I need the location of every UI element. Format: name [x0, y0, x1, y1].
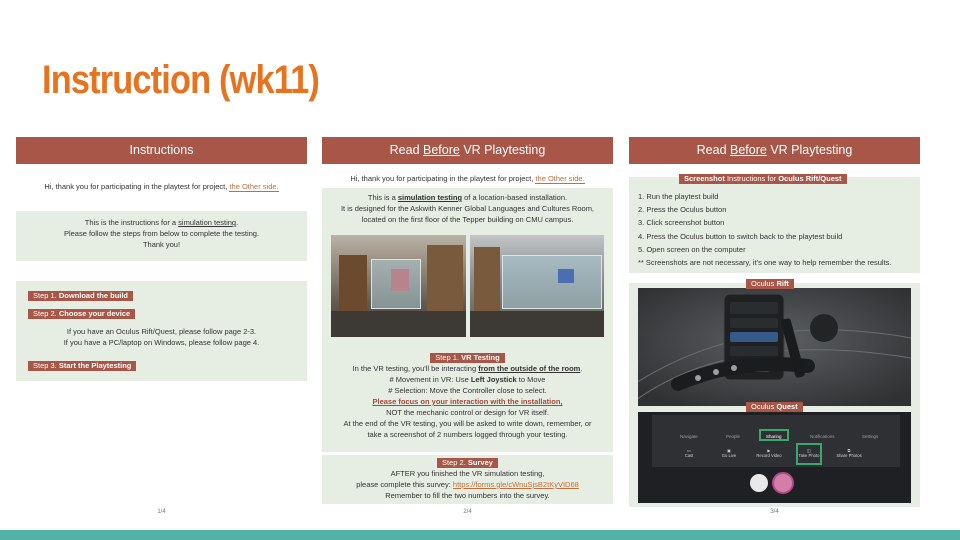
intro-line-2: It is designed for the Askwith Kenner Global Languages and Cultures Room,	[340, 204, 595, 213]
survey-line-1: AFTER you finished the VR simulation testing,	[390, 469, 545, 478]
header-suffix: VR Playtesting	[766, 143, 853, 157]
list-item: 1. Run the playtest build	[638, 192, 719, 201]
vr-line-1	[322, 363, 613, 374]
step-2-label: Choose your device	[58, 309, 131, 318]
vr-line-1-emphasis: from the outside of the room	[478, 364, 581, 373]
sharing-highlight	[759, 429, 789, 441]
greeting-text	[322, 173, 613, 184]
cast-icon: ▭	[687, 448, 691, 453]
greeting-text	[16, 181, 307, 192]
screenshot-tag	[679, 174, 847, 184]
tag-emphasis-1: Screenshot	[684, 174, 725, 183]
quest-prefix: Oculus	[751, 402, 777, 411]
header-prefix: Read	[389, 143, 424, 157]
quest-menu	[652, 415, 900, 467]
step-1-tag	[28, 291, 133, 301]
instructions-panel-1	[16, 137, 307, 515]
vr-line-1-suffix: .	[580, 364, 583, 373]
tag-middle: Instructions for	[724, 174, 779, 183]
step-2-prefix: Step 2.	[33, 309, 59, 318]
survey-box	[322, 455, 613, 504]
vr-line-5: NOT the mechanic control or design for VR itself.	[386, 408, 549, 417]
quest-button-label: Go Live	[721, 453, 737, 458]
step-2-prefix: Step 2.	[442, 458, 468, 467]
vr-line-7: take a screenshot of 2 numbers logged through your testing.	[367, 430, 568, 439]
step-2-line-2: If you have a PC/laptop on Windows, please follow page 4.	[63, 338, 260, 347]
step-2-tag	[28, 309, 135, 319]
vr-line-2-emphasis: Left Joystick	[470, 375, 517, 384]
intro-line-3: Thank you!	[142, 240, 181, 249]
room-photos	[331, 235, 604, 337]
step-1-prefix: Step 1.	[33, 291, 59, 300]
list-item: 3. Click screenshot button	[638, 218, 725, 228]
list-item: 5. Open screen on the computer	[638, 244, 746, 254]
camera-icon: ◫	[807, 448, 811, 453]
vr-line-6: At the end of the VR testing, you will be asked to write down, remember, or	[343, 419, 592, 428]
tag-emphasis-2: Oculus Rift/Quest	[778, 174, 842, 183]
project-name: the Other side.	[229, 182, 279, 191]
intro-emphasis: simulation testing	[397, 193, 463, 202]
step-1-label: VR Testing	[461, 353, 500, 362]
quest-button-label: Take Photo	[798, 453, 820, 458]
quest-tab-navigate[interactable]: Navigate	[680, 434, 698, 439]
rift-scene	[638, 288, 911, 406]
intro-prefix: This is the instructions for a	[84, 218, 179, 227]
oculus-rift-screenshot	[638, 288, 911, 406]
photos-icon: ⧉	[847, 448, 851, 453]
quest-tab-sharing[interactable]: Sharing	[766, 434, 782, 439]
room-photo-left	[331, 235, 466, 337]
step-3-prefix: Step 3.	[33, 361, 59, 370]
quest-button-cast[interactable]	[674, 448, 704, 458]
greeting-prefix: Hi, thank you for participating in the playtest for project,	[350, 174, 536, 183]
vr-testing-box	[322, 349, 613, 452]
screenshot-note: ** Screenshots are not necessary, it's one way to help remember the results.	[638, 258, 892, 268]
panel-header	[322, 137, 613, 164]
take-photo-highlight	[796, 443, 822, 465]
greeting-prefix: Hi, thank you for participating in the playtest for project,	[44, 182, 230, 191]
room-photo-right	[470, 235, 605, 337]
header-emphasis: Before	[423, 143, 460, 157]
quest-button-record-video[interactable]	[754, 448, 784, 458]
step-2-label: Survey	[467, 458, 493, 467]
screenshot-instructions-box	[629, 174, 920, 273]
survey-line-2	[322, 479, 613, 490]
vr-line-2	[322, 374, 613, 385]
screenshot-steps-list	[638, 190, 892, 269]
video-icon: ▶	[767, 448, 771, 453]
vr-line-3: # Selection: Move the Controller close to select.	[388, 386, 547, 395]
survey-line-2-prefix: please complete this survey:	[356, 480, 453, 489]
intro-line-2: Please follow the steps from below to complete the testing.	[63, 229, 260, 238]
vr-line-2-prefix: # Movement in VR: Use	[389, 375, 471, 384]
intro-line-1	[322, 192, 613, 203]
quest-button-share-photos[interactable]	[834, 448, 864, 458]
intro-suffix: of a location-based installation.	[462, 193, 568, 202]
oculus-quest-tag	[746, 402, 803, 412]
header-prefix: Read	[696, 143, 731, 157]
survey-line-3: Remember to fill the two numbers into the survey.	[385, 491, 550, 500]
project-name: the Other side.	[535, 174, 585, 183]
quest-button-go-live[interactable]	[714, 448, 744, 458]
step-2-tag	[437, 458, 498, 468]
step-1-tag	[430, 353, 504, 363]
page-number: 2/4	[463, 509, 472, 515]
rift-emphasis: Rift	[776, 279, 789, 288]
panel-header: Instructions	[16, 137, 307, 164]
steps-box	[16, 281, 307, 381]
quest-tab-people[interactable]: People	[726, 434, 741, 439]
instructions-panel-3	[629, 137, 920, 515]
quest-button-label: Record Video	[756, 453, 782, 458]
intro-box	[16, 211, 307, 261]
quest-button-label: Share Photos	[836, 453, 862, 458]
avatar[interactable]	[772, 472, 794, 494]
vr-focus-line: Please focus on your interaction with the installation,	[372, 397, 563, 406]
page-number: 3/4	[770, 509, 779, 515]
oculus-rift-section	[629, 279, 920, 411]
vr-line-1-prefix: In the VR testing, you'll be interacting	[352, 364, 479, 373]
header-suffix: VR Playtesting	[459, 143, 546, 157]
broadcast-icon: ▣	[727, 448, 731, 453]
quest-emphasis: Quest	[776, 402, 798, 411]
oculus-quest-section	[629, 402, 920, 507]
step-2-line-1: If you have an Oculus Rift/Quest, please follow page 2-3.	[66, 327, 257, 336]
slide-title: Instruction (wk11)	[42, 58, 319, 102]
list-item: 2. Press the Oculus button	[638, 205, 727, 215]
header-emphasis: Before	[730, 143, 767, 157]
intro-emphasis: simulation testing	[178, 218, 237, 227]
intro-line-1	[16, 217, 307, 228]
oculus-quest-screenshot	[638, 412, 911, 503]
footer-bar	[0, 530, 960, 540]
step-1-label: Download the build	[58, 291, 129, 300]
quest-button-label: Cast	[684, 453, 694, 458]
survey-link[interactable]: https://forms.gle/cWnuSjsB2tKyVID68	[452, 480, 579, 489]
quest-tab-settings[interactable]: Settings	[862, 434, 879, 439]
page-number: 1/4	[157, 509, 166, 515]
intro-line-3: located on the first floor of the Tepper building on CMU campus.	[361, 215, 574, 224]
step-3-tag	[28, 361, 136, 371]
intro-suffix: .	[236, 218, 239, 227]
add-person-icon[interactable]	[750, 474, 768, 492]
rift-prefix: Oculus	[751, 279, 777, 288]
panel-header	[629, 137, 920, 164]
quest-tab-notifications[interactable]: Notifications	[810, 434, 835, 439]
intro-prefix: This is a	[367, 193, 398, 202]
step-1-prefix: Step 1.	[435, 353, 462, 362]
instructions-panel-2	[322, 137, 613, 515]
list-item: 4. Press the Oculus button to switch back to the playtest build	[638, 231, 843, 241]
step-3-label: Start the Playtesting	[58, 361, 132, 370]
oculus-rift-tag	[746, 279, 794, 289]
vr-line-2-suffix: to Move	[516, 375, 546, 384]
